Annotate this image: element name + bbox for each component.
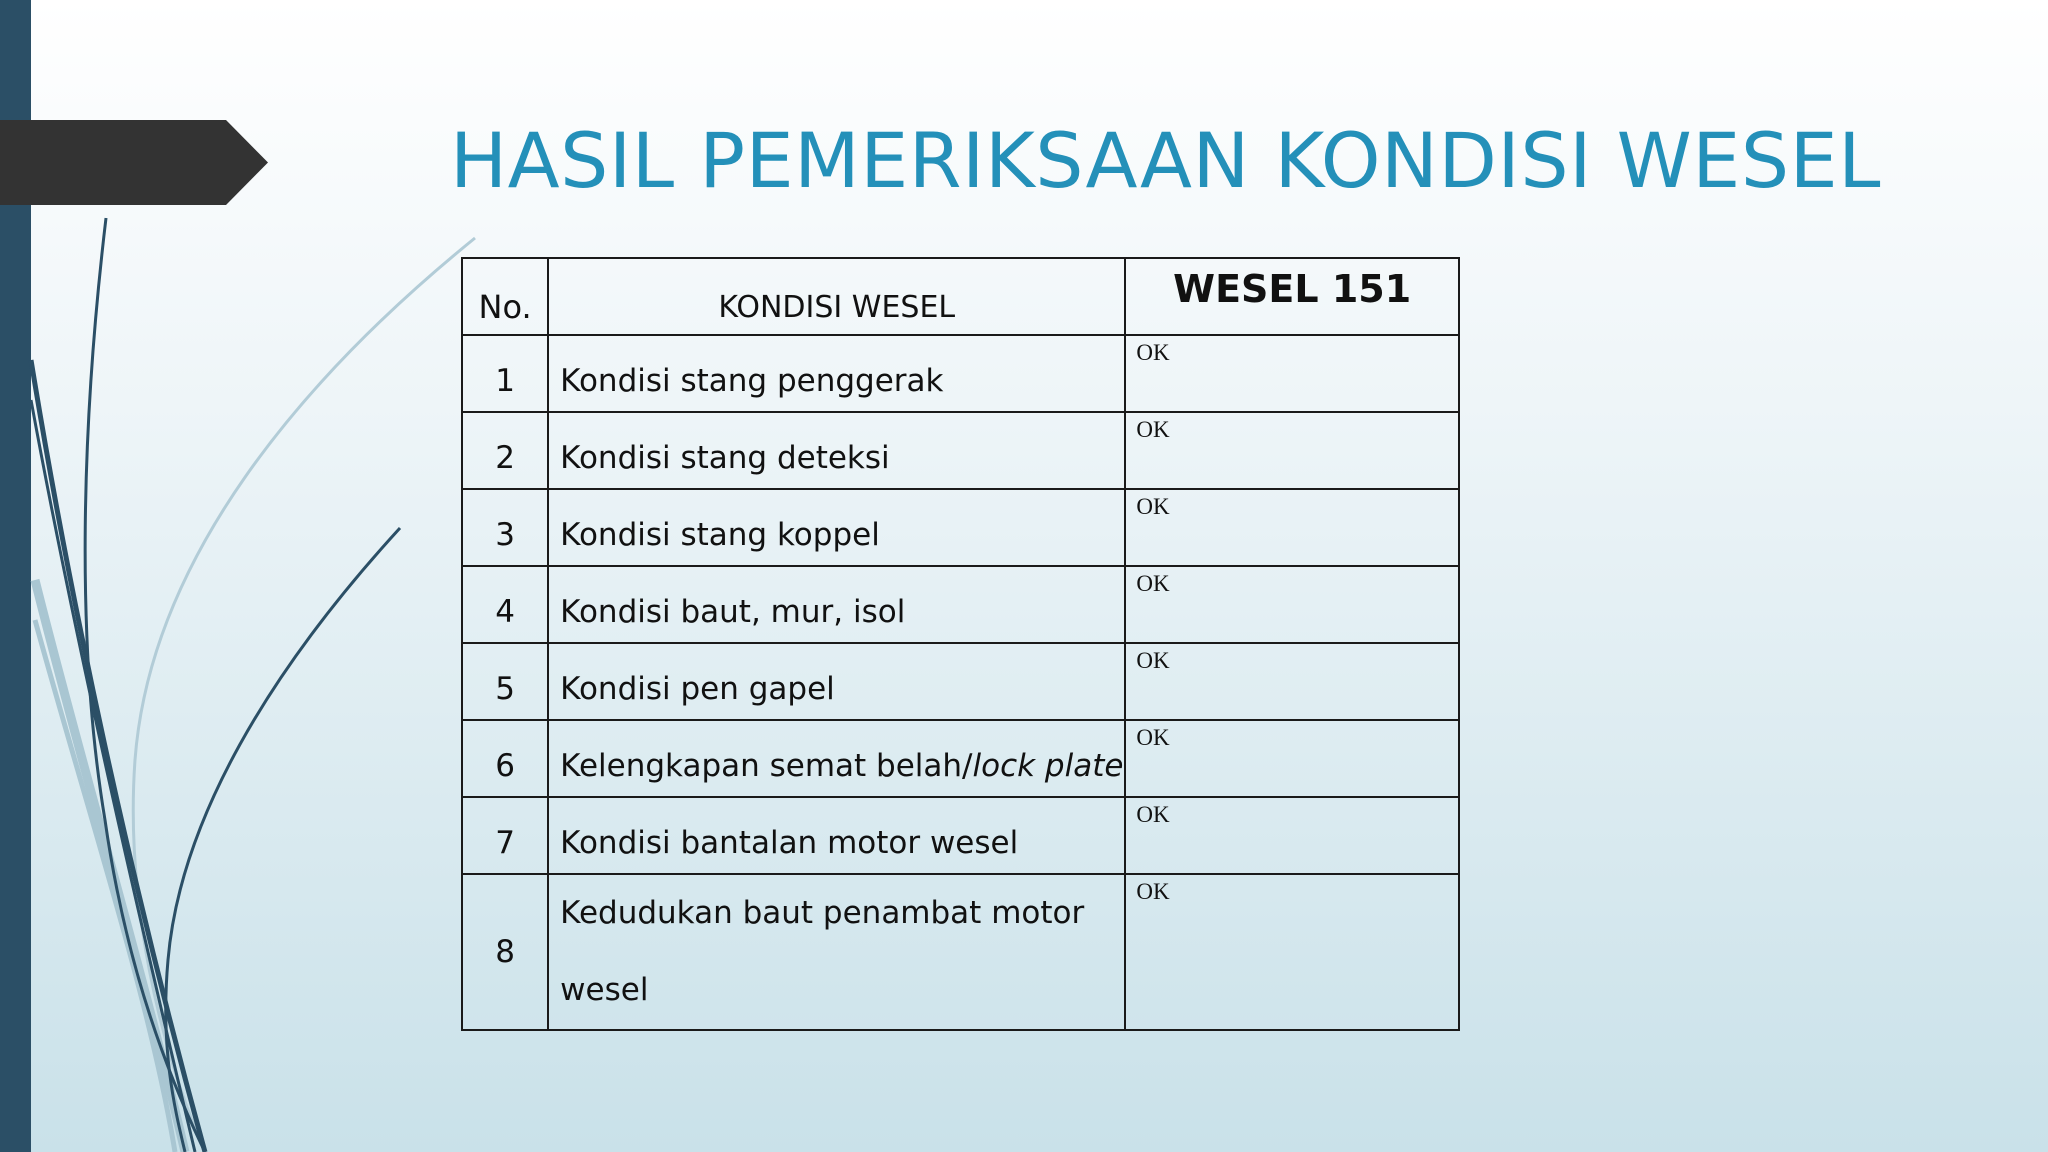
row-number: 1 bbox=[462, 335, 548, 412]
row-status: OK bbox=[1125, 874, 1459, 1030]
header-wesel-151: WESEL 151 bbox=[1125, 258, 1459, 335]
row-condition: Kondisi stang penggerak bbox=[548, 335, 1125, 412]
row-number: 4 bbox=[462, 566, 548, 643]
arrow-tab-shape bbox=[0, 120, 268, 205]
row-condition bbox=[548, 874, 1125, 1030]
row-status: OK bbox=[1125, 720, 1459, 797]
row-number: 2 bbox=[462, 412, 548, 489]
row-status: OK bbox=[1125, 566, 1459, 643]
row-condition-italic: lock plate bbox=[972, 748, 1124, 784]
table-row bbox=[462, 643, 1459, 720]
row-condition: Kondisi pen gapel bbox=[548, 643, 1125, 720]
table-row bbox=[462, 566, 1459, 643]
inspection-table bbox=[461, 257, 1460, 1031]
row-number: 3 bbox=[462, 489, 548, 566]
row-status: OK bbox=[1125, 489, 1459, 566]
row-status: OK bbox=[1125, 797, 1459, 874]
header-kondisi-wesel: KONDISI WESEL bbox=[548, 258, 1125, 335]
row-condition-prefix: Kelengkapan semat belah/ bbox=[560, 748, 973, 784]
header-no: No. bbox=[462, 258, 548, 335]
table-row bbox=[462, 797, 1459, 874]
row-condition: Kondisi bantalan motor wesel bbox=[548, 797, 1125, 874]
row-number: 8 bbox=[462, 874, 548, 1030]
table-row bbox=[462, 335, 1459, 412]
row-status: OK bbox=[1125, 335, 1459, 412]
slide-title: HASIL PEMERIKSAAN KONDISI WESEL bbox=[450, 116, 1881, 205]
row-number: 6 bbox=[462, 720, 548, 797]
row-status: OK bbox=[1125, 643, 1459, 720]
table-row bbox=[462, 720, 1459, 797]
row-condition: Kondisi stang deteksi bbox=[548, 412, 1125, 489]
row-condition-line-1: Kedudukan baut penambat motor bbox=[560, 895, 1085, 931]
row-condition bbox=[548, 720, 1125, 797]
row-number: 5 bbox=[462, 643, 548, 720]
table-row bbox=[462, 874, 1459, 1030]
row-condition-line-2: wesel bbox=[560, 972, 649, 1008]
row-status: OK bbox=[1125, 412, 1459, 489]
row-condition: Kondisi baut, mur, isol bbox=[548, 566, 1125, 643]
row-number: 7 bbox=[462, 797, 548, 874]
table-row bbox=[462, 489, 1459, 566]
table-row bbox=[462, 412, 1459, 489]
table-header-row bbox=[462, 258, 1459, 335]
row-condition: Kondisi stang koppel bbox=[548, 489, 1125, 566]
